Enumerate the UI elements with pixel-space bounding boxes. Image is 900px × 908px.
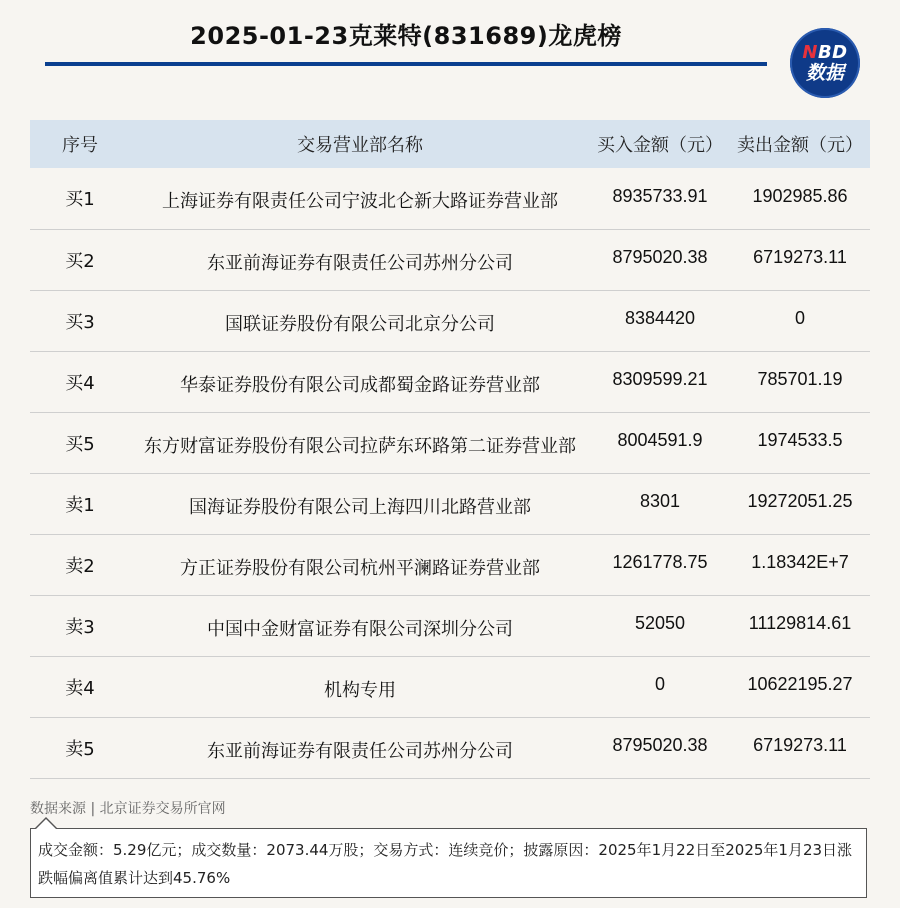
row-seq: 买1 bbox=[30, 168, 130, 229]
row-sell-amount: 0 bbox=[730, 290, 870, 351]
table-row bbox=[30, 595, 870, 656]
row-broker-name: 东亚前海证券有限责任公司苏州分公司 bbox=[130, 717, 590, 778]
row-sell-amount: 1.18342E+7 bbox=[730, 534, 870, 595]
row-sell-amount: 1974533.5 bbox=[730, 412, 870, 473]
row-seq: 卖1 bbox=[30, 473, 130, 534]
logo-wordmark: NBD bbox=[802, 41, 848, 63]
table-row bbox=[30, 351, 870, 412]
row-seq: 卖2 bbox=[30, 534, 130, 595]
title-underline bbox=[45, 62, 767, 66]
col-header-buy: 买入金额（元） bbox=[590, 120, 730, 168]
row-buy-amount: 1261778.75 bbox=[590, 534, 730, 595]
row-sell-amount: 1902985.86 bbox=[730, 168, 870, 229]
row-seq: 卖5 bbox=[30, 717, 130, 778]
row-buy-amount: 8795020.38 bbox=[590, 229, 730, 290]
row-sell-amount: 11129814.61 bbox=[730, 595, 870, 656]
row-buy-amount: 8309599.21 bbox=[590, 351, 730, 412]
table-header-row bbox=[30, 120, 870, 168]
logo-subtitle: 数据 bbox=[805, 61, 844, 84]
row-buy-amount: 52050 bbox=[590, 595, 730, 656]
row-broker-name: 东亚前海证券有限责任公司苏州分公司 bbox=[130, 229, 590, 290]
row-buy-amount: 8935733.91 bbox=[590, 168, 730, 229]
row-buy-amount: 0 bbox=[590, 656, 730, 717]
row-sell-amount: 6719273.11 bbox=[730, 229, 870, 290]
row-buy-amount: 8004591.9 bbox=[590, 412, 730, 473]
row-broker-name: 东方财富证券股份有限公司拉萨东环路第二证券营业部 bbox=[130, 412, 590, 473]
trade-summary-note: 成交金额：5.29亿元；成交数量：2073.44万股；交易方式：连续竞价；披露原因：2025年1月22日至2025年1月23日涨跌幅偏离值累计达到45.76% bbox=[30, 828, 867, 898]
row-broker-name: 方正证券股份有限公司杭州平澜路证券营业部 bbox=[130, 534, 590, 595]
row-buy-amount: 8795020.38 bbox=[590, 717, 730, 778]
table-row bbox=[30, 290, 870, 351]
table-row bbox=[30, 412, 870, 473]
row-broker-name: 国海证券股份有限公司上海四川北路营业部 bbox=[130, 473, 590, 534]
row-broker-name: 国联证券股份有限公司北京分公司 bbox=[130, 290, 590, 351]
table-row bbox=[30, 229, 870, 290]
row-sell-amount: 785701.19 bbox=[730, 351, 870, 412]
col-header-sell: 卖出金额（元） bbox=[730, 120, 870, 168]
row-sell-amount: 10622195.27 bbox=[730, 656, 870, 717]
row-buy-amount: 8384420 bbox=[590, 290, 730, 351]
row-seq: 买3 bbox=[30, 290, 130, 351]
row-seq: 买5 bbox=[30, 412, 130, 473]
row-seq: 买2 bbox=[30, 229, 130, 290]
row-broker-name: 机构专用 bbox=[130, 656, 590, 717]
table-row bbox=[30, 534, 870, 595]
row-buy-amount: 8301 bbox=[590, 473, 730, 534]
col-header-name: 交易营业部名称 bbox=[130, 120, 590, 168]
nbd-logo bbox=[790, 28, 860, 98]
callout-pointer-fill bbox=[35, 819, 57, 830]
row-broker-name: 华泰证券股份有限公司成都蜀金路证券营业部 bbox=[130, 351, 590, 412]
row-seq: 卖3 bbox=[30, 595, 130, 656]
col-header-seq: 序号 bbox=[30, 120, 130, 168]
row-sell-amount: 19272051.25 bbox=[730, 473, 870, 534]
row-seq: 卖4 bbox=[30, 656, 130, 717]
data-source: 数据来源 | 北京证券交易所官网 bbox=[30, 801, 226, 817]
row-broker-name: 中国中金财富证券有限公司深圳分公司 bbox=[130, 595, 590, 656]
table-row bbox=[30, 168, 870, 229]
dragon-tiger-table bbox=[30, 120, 870, 779]
table-row bbox=[30, 717, 870, 778]
row-broker-name: 上海证券有限责任公司宁波北仑新大路证券营业部 bbox=[130, 168, 590, 229]
row-sell-amount: 6719273.11 bbox=[730, 717, 870, 778]
table-row bbox=[30, 473, 870, 534]
table-row bbox=[30, 656, 870, 717]
page-title: 2025-01-23克莱特(831689)龙虎榜 bbox=[190, 22, 622, 50]
row-seq: 买4 bbox=[30, 351, 130, 412]
